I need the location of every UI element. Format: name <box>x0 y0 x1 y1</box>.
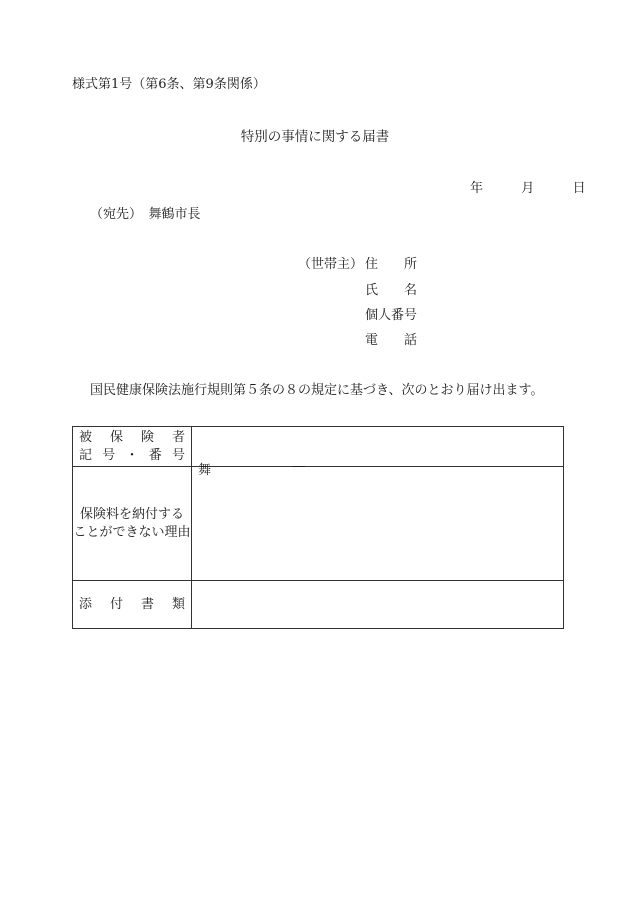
declaration-text: 国民健康保険法施行規則第５条の８の規定に基づき、次のとおり届け出ます。 <box>90 383 544 398</box>
form-table <box>72 426 564 629</box>
form-number: 様式第1号（第6条、第9条関係） <box>72 77 266 92</box>
insured-label-line1 <box>73 429 191 447</box>
date-month-label: 月 <box>521 181 535 196</box>
applicant-role: （世帯主） <box>298 257 364 272</box>
label-char: 号 <box>171 447 185 463</box>
reason-label-cell <box>73 467 192 581</box>
label-char: 添 <box>79 596 93 612</box>
insured-row <box>73 427 564 467</box>
reason-row <box>73 467 564 581</box>
date-day-label: 日 <box>572 181 586 196</box>
reason-label-line2: ことができない理由 <box>73 524 191 540</box>
attachments-field[interactable] <box>192 581 564 629</box>
label-char: 険 <box>140 429 154 445</box>
insured-label-line2 <box>73 447 191 465</box>
attachments-label-cell <box>73 581 192 629</box>
insured-number-prefix: 舞 <box>198 462 212 478</box>
label-char: ・ <box>125 447 139 463</box>
attachments-label <box>73 596 191 614</box>
label-char: 類 <box>171 596 185 612</box>
label-char: 番 <box>148 447 162 463</box>
date-year-label: 年 <box>470 181 484 196</box>
reason-label-line1: 保険料を納付する <box>79 506 184 522</box>
insured-label-cell <box>73 427 192 467</box>
insured-number-field[interactable] <box>192 427 564 478</box>
personal-number-label: 個人番号 <box>365 308 418 323</box>
name-label: 氏 名 <box>365 283 418 298</box>
reason-field[interactable] <box>192 467 564 581</box>
label-char: 書 <box>140 596 154 612</box>
address-label: 住 所 <box>365 257 418 272</box>
insured-number-separator: ― <box>292 458 305 474</box>
attachments-row <box>73 581 564 629</box>
addressee: （宛先） 舞鶴市長 <box>90 207 201 222</box>
label-char: 被 <box>79 429 93 445</box>
date-line <box>470 177 586 196</box>
document-title: 特別の事情に関する届書 <box>240 129 390 145</box>
phone-label: 電 話 <box>365 333 418 348</box>
label-char: 者 <box>171 429 185 445</box>
label-char: 付 <box>109 596 123 612</box>
label-char: 記 <box>79 447 93 463</box>
label-char: 号 <box>102 447 116 463</box>
label-char: 保 <box>109 429 123 445</box>
